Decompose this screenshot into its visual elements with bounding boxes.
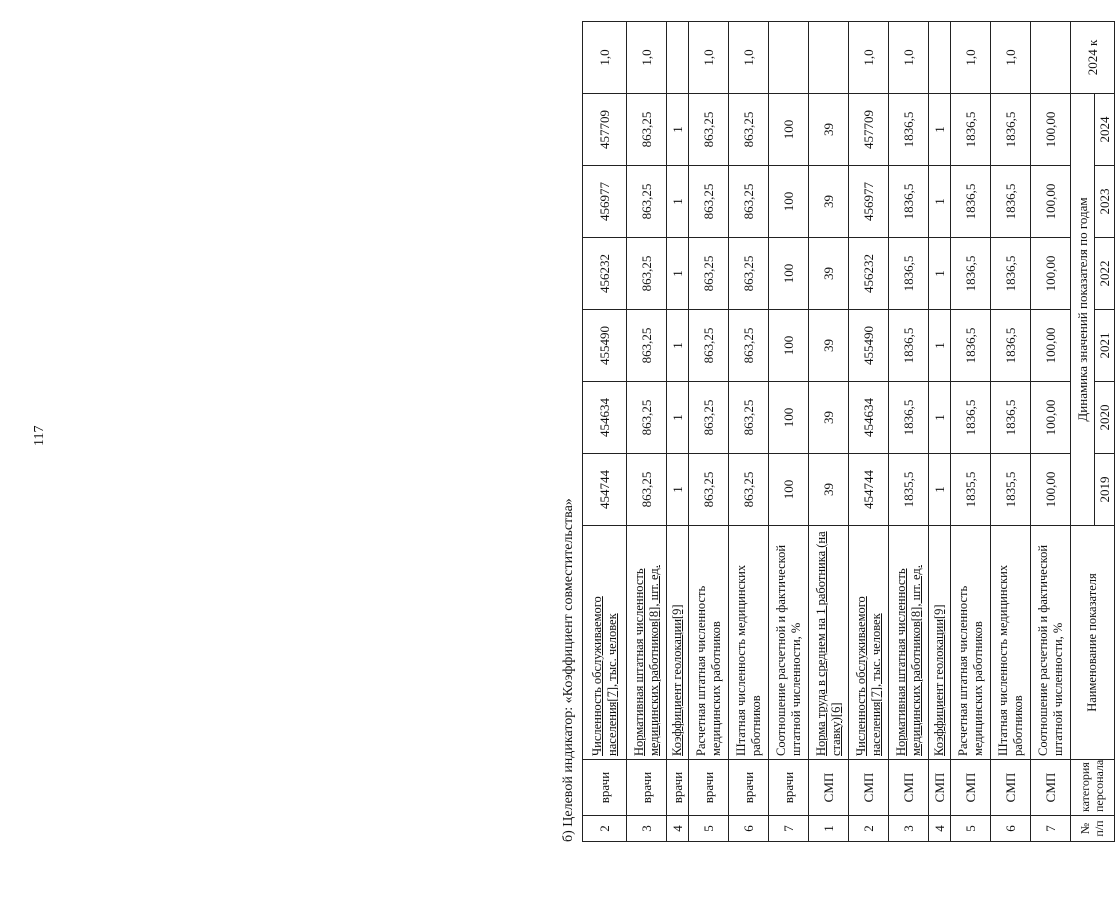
- row-ratio: 1,0: [849, 22, 889, 94]
- row-value: 863,25: [627, 166, 667, 238]
- row-number: 4: [667, 816, 689, 842]
- row-value: 1836,5: [951, 382, 991, 454]
- rotated-table-block: [555, 22, 1112, 842]
- row-number: 1: [809, 816, 849, 842]
- row-value: 863,25: [627, 238, 667, 310]
- section-b-heading: б) Целевой индикатор: «Коэффициент совместительства»: [561, 498, 576, 842]
- row-value: 863,25: [729, 94, 769, 166]
- row-ratio: [769, 22, 809, 94]
- row-value: 39: [809, 382, 849, 454]
- row-value: 100,00: [1031, 310, 1071, 382]
- header-year: 2021: [1095, 310, 1115, 382]
- row-category: СМП: [1031, 760, 1071, 816]
- row-indicator-name: Коэффициент геолокации[9]: [667, 526, 689, 760]
- row-value: 454634: [849, 382, 889, 454]
- row-value: 1835,5: [889, 454, 929, 526]
- row-value: 455490: [849, 310, 889, 382]
- row-value: 1: [929, 454, 951, 526]
- row-value: 100,00: [1031, 166, 1071, 238]
- row-value: 1836,5: [951, 310, 991, 382]
- row-value: 100: [769, 382, 809, 454]
- table-body-top: [583, 22, 809, 842]
- row-number: 2: [849, 816, 889, 842]
- header-year: 2022: [1095, 238, 1115, 310]
- row-value: 1836,5: [889, 94, 929, 166]
- header-no: № п/п: [1071, 816, 1115, 842]
- row-ratio: 1,0: [689, 22, 729, 94]
- row-category: СМП: [889, 760, 929, 816]
- row-indicator-name: Норма труда в среднем на 1 работника (на ставку)[6]: [809, 526, 849, 760]
- row-ratio: [1031, 22, 1071, 94]
- row-value: 1: [667, 454, 689, 526]
- row-value: 1: [929, 382, 951, 454]
- row-value: 1836,5: [889, 382, 929, 454]
- row-value: 39: [809, 166, 849, 238]
- row-value: 1836,5: [991, 310, 1031, 382]
- row-category: СМП: [849, 760, 889, 816]
- row-value: 1: [929, 310, 951, 382]
- row-value: 39: [809, 94, 849, 166]
- row-indicator-name: Коэффициент геолокации[9]: [929, 526, 951, 760]
- row-value: 1836,5: [991, 382, 1031, 454]
- row-category: врачи: [667, 760, 689, 816]
- row-value: 1836,5: [889, 238, 929, 310]
- row-value: 1: [929, 238, 951, 310]
- row-indicator-name: Расчетная штатная численность медицинских работников: [951, 526, 991, 760]
- row-value: 39: [809, 238, 849, 310]
- row-value: 100,00: [1031, 94, 1071, 166]
- row-value: 39: [809, 454, 849, 526]
- row-indicator-name: Нормативная штатная численность медицинских работников[8], шт. ед.: [627, 526, 667, 760]
- row-value: 456232: [583, 238, 627, 310]
- row-value: 100: [769, 166, 809, 238]
- row-value: 863,25: [729, 166, 769, 238]
- row-ratio: 1,0: [583, 22, 627, 94]
- table-row: [889, 22, 929, 842]
- row-value: 100: [769, 238, 809, 310]
- row-category: врачи: [583, 760, 627, 816]
- row-value: 1836,5: [889, 166, 929, 238]
- row-category: СМП: [809, 760, 849, 816]
- row-value: 863,25: [627, 454, 667, 526]
- header-year: 2023: [1095, 166, 1115, 238]
- header-year: 2020: [1095, 382, 1115, 454]
- row-value: 1835,5: [991, 454, 1031, 526]
- row-value: 1: [929, 166, 951, 238]
- table-row: [689, 22, 729, 842]
- row-category: СМП: [991, 760, 1031, 816]
- table-header-row: [1071, 22, 1115, 842]
- table-row: [769, 22, 809, 842]
- table-row: [1031, 22, 1071, 842]
- row-category: врачи: [729, 760, 769, 816]
- row-ratio: 1,0: [991, 22, 1031, 94]
- row-value: 863,25: [729, 382, 769, 454]
- row-value: 1: [667, 382, 689, 454]
- row-value: 863,25: [627, 94, 667, 166]
- row-value: 456232: [849, 238, 889, 310]
- row-value: 1835,5: [951, 454, 991, 526]
- row-value: 863,25: [689, 454, 729, 526]
- row-indicator-name: Расчетная штатная численность медицинских работников: [689, 526, 729, 760]
- table-row: [583, 22, 627, 842]
- row-value: 100: [769, 94, 809, 166]
- table-row: [991, 22, 1031, 842]
- header-year: 2019: [1095, 454, 1115, 526]
- row-value: 1836,5: [951, 94, 991, 166]
- row-number: 4: [929, 816, 951, 842]
- row-value: 1836,5: [991, 166, 1031, 238]
- row-indicator-name: Численность обслуживаемого населения[7], тыс. человек: [849, 526, 889, 760]
- table-row: [849, 22, 889, 842]
- row-value: 1836,5: [951, 166, 991, 238]
- row-number: 5: [689, 816, 729, 842]
- row-value: 454744: [583, 454, 627, 526]
- row-number: 3: [627, 816, 667, 842]
- row-value: 100,00: [1031, 454, 1071, 526]
- row-number: 7: [769, 816, 809, 842]
- row-value: 863,25: [729, 310, 769, 382]
- row-category: врачи: [627, 760, 667, 816]
- table-body-smp: [809, 22, 1071, 842]
- row-value: 456977: [583, 166, 627, 238]
- row-ratio: [809, 22, 849, 94]
- row-value: 863,25: [689, 166, 729, 238]
- row-value: 1: [667, 310, 689, 382]
- row-ratio: 1,0: [627, 22, 667, 94]
- row-category: СМП: [951, 760, 991, 816]
- page-number: 117: [32, 425, 47, 446]
- row-value: 454634: [583, 382, 627, 454]
- row-number: 7: [1031, 816, 1071, 842]
- header-dynamics: Динамика значений показателя по годам: [1071, 94, 1095, 526]
- header-last-col: 2024 к: [1071, 22, 1115, 94]
- row-value: 863,25: [729, 454, 769, 526]
- table-row: [929, 22, 951, 842]
- row-value: 1: [667, 94, 689, 166]
- staffing-indicators-table: [582, 21, 1115, 842]
- row-value: 1836,5: [951, 238, 991, 310]
- header-category: категория персонала: [1071, 760, 1115, 816]
- row-indicator-name: Штатная численность медицинских работников: [729, 526, 769, 760]
- row-number: 6: [729, 816, 769, 842]
- row-value: 1: [667, 166, 689, 238]
- row-value: 1: [929, 94, 951, 166]
- row-value: 100: [769, 454, 809, 526]
- table-row: [809, 22, 849, 842]
- row-value: 863,25: [689, 310, 729, 382]
- row-value: 100: [769, 310, 809, 382]
- row-value: 100,00: [1031, 238, 1071, 310]
- row-category: врачи: [769, 760, 809, 816]
- table-row: [627, 22, 667, 842]
- row-value: 455490: [583, 310, 627, 382]
- row-indicator-name: Численность обслуживаемого населения[7], тыс. человек: [583, 526, 627, 760]
- row-ratio: 1,0: [951, 22, 991, 94]
- row-number: 5: [951, 816, 991, 842]
- table-row: [951, 22, 991, 842]
- row-value: 457709: [849, 94, 889, 166]
- row-value: 457709: [583, 94, 627, 166]
- header-year: 2024: [1095, 94, 1115, 166]
- row-value: 863,25: [627, 310, 667, 382]
- row-value: 1836,5: [889, 310, 929, 382]
- row-indicator-name: Соотношение расчетной и фактической штатной численности, %: [769, 526, 809, 760]
- row-indicator-name: Штатная численность медицинских работников: [991, 526, 1031, 760]
- row-category: врачи: [689, 760, 729, 816]
- row-category: СМП: [929, 760, 951, 816]
- row-ratio: 1,0: [889, 22, 929, 94]
- row-ratio: [667, 22, 689, 94]
- row-value: 454744: [849, 454, 889, 526]
- row-value: 39: [809, 310, 849, 382]
- table-row: [667, 22, 689, 842]
- row-value: 863,25: [729, 238, 769, 310]
- row-value: 1: [667, 238, 689, 310]
- row-ratio: 1,0: [729, 22, 769, 94]
- row-value: 1836,5: [991, 238, 1031, 310]
- table-row: [729, 22, 769, 842]
- row-value: 863,25: [689, 238, 729, 310]
- row-ratio: [929, 22, 951, 94]
- row-value: 863,25: [689, 94, 729, 166]
- row-value: 863,25: [627, 382, 667, 454]
- row-value: 456977: [849, 166, 889, 238]
- row-indicator-name: Соотношение расчетной и фактической штатной численности, %: [1031, 526, 1071, 760]
- row-number: 3: [889, 816, 929, 842]
- row-number: 2: [583, 816, 627, 842]
- header-indicator-name: Наименование показателя: [1071, 526, 1115, 760]
- row-value: 1836,5: [991, 94, 1031, 166]
- row-number: 6: [991, 816, 1031, 842]
- row-indicator-name: Нормативная штатная численность медицинских работников[8], шт. ед.: [889, 526, 929, 760]
- row-value: 100,00: [1031, 382, 1071, 454]
- row-value: 863,25: [689, 382, 729, 454]
